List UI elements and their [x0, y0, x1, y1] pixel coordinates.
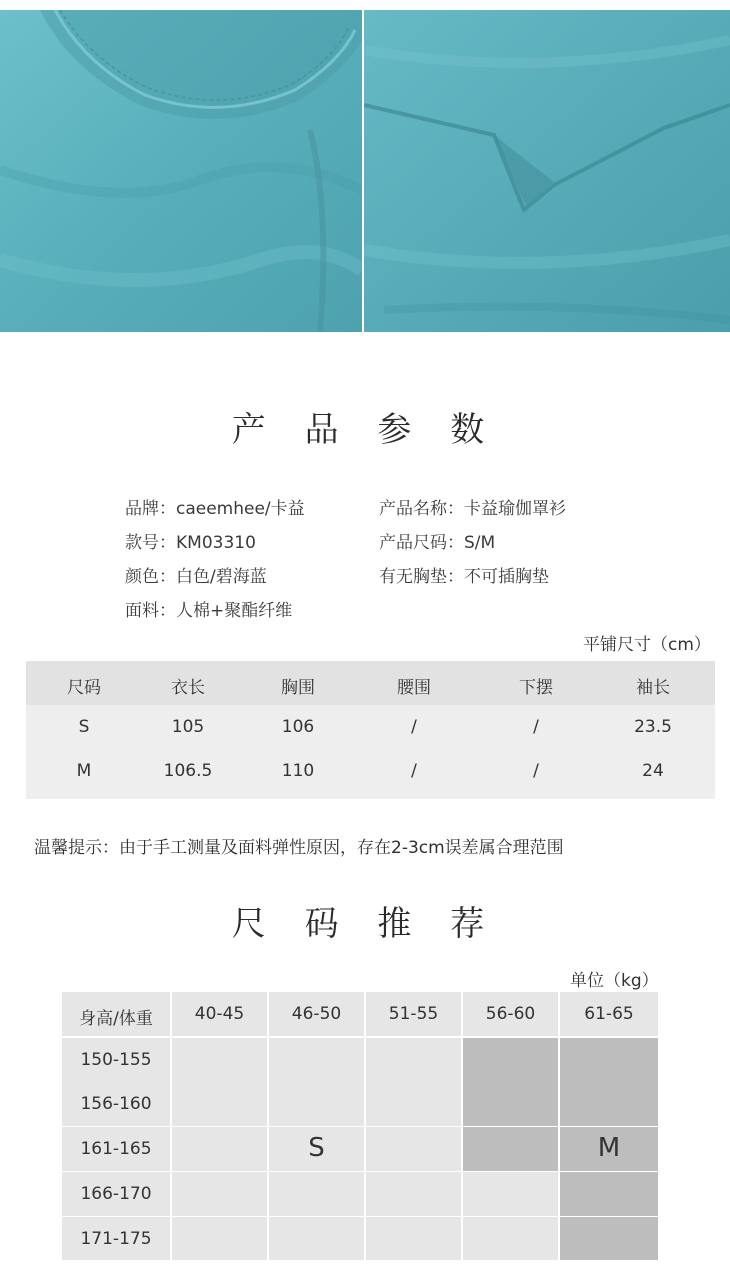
rec-cell — [269, 1082, 366, 1126]
rec-weight-cell — [366, 992, 463, 1036]
rec-height-cell — [62, 1038, 172, 1082]
table-cell: 106.5 — [163, 761, 213, 781]
rec-cell-m — [560, 1217, 658, 1260]
rec-cell — [269, 1038, 366, 1082]
table-cell: 24 — [642, 761, 664, 781]
rec-weight-cell — [269, 992, 366, 1036]
rec-cell — [172, 1082, 269, 1126]
header-cell: 袖长 — [636, 678, 670, 698]
rec-cell — [172, 1038, 269, 1082]
rec-height-label: 161-165 — [80, 1139, 152, 1159]
rec-corner-cell — [62, 992, 172, 1036]
rec-height-label: 150-155 — [80, 1050, 152, 1070]
rec-title: 尺 码 推 荐 — [231, 904, 499, 944]
rec-weight-cell — [172, 992, 269, 1036]
rec-cell — [172, 1217, 269, 1260]
rec-cell — [172, 1172, 269, 1216]
table-cell: 106 — [281, 717, 315, 737]
rec-row — [62, 1172, 658, 1216]
rec-unit: 单位（kg） — [570, 971, 659, 991]
rec-cell — [366, 1127, 463, 1171]
rec-corner-label: 身高/体重 — [79, 1009, 153, 1029]
rec-height-label: 166-170 — [80, 1184, 152, 1204]
rec-cell-m — [463, 1082, 560, 1126]
table-cell: / — [533, 761, 539, 781]
rec-weight-label: 61-65 — [584, 1004, 634, 1024]
rec-size-m-label: M — [597, 1133, 621, 1163]
rec-row — [62, 1217, 658, 1260]
table-cell: 23.5 — [634, 717, 672, 737]
header-cell: 腰围 — [397, 678, 431, 698]
measurement-tip: 温馨提示：由于手工测量及面料弹性原因，存在2-3cm误差属合理范围 — [34, 838, 564, 858]
rec-weight-label: 46-50 — [291, 1004, 342, 1024]
rec-cell-m — [463, 1038, 560, 1082]
product-photo-side-slit — [364, 10, 730, 332]
param-product-size: 产品尺码：S/M — [379, 533, 496, 553]
rec-weight-cell — [463, 992, 560, 1036]
table-cell: / — [411, 717, 417, 737]
rec-cell-m — [560, 1038, 658, 1082]
rec-height-cell — [62, 1082, 172, 1126]
rec-row — [62, 1127, 658, 1171]
params-title: 产 品 参 数 — [231, 410, 499, 450]
product-params — [0, 490, 730, 630]
table-cell: / — [411, 761, 417, 781]
rec-header-row — [62, 992, 658, 1036]
table-cell: S — [78, 717, 90, 737]
rec-cell — [269, 1172, 366, 1216]
rec-cell-m — [560, 1172, 658, 1216]
rec-cell — [463, 1172, 560, 1216]
rec-cell-m — [560, 1127, 658, 1171]
rec-weight-cell — [560, 992, 658, 1036]
size-table-header — [26, 661, 715, 705]
table-cell: / — [533, 717, 539, 737]
size-table — [26, 661, 715, 799]
header-cell: 胸围 — [281, 678, 315, 698]
rec-height-cell — [62, 1127, 172, 1171]
product-photo-neckline — [0, 10, 362, 332]
rec-cell — [269, 1217, 366, 1260]
table-cell: M — [76, 761, 92, 781]
param-pad: 有无胸垫：不可插胸垫 — [379, 567, 549, 587]
header-cell: 衣长 — [171, 678, 205, 698]
rec-height-label: 156-160 — [80, 1094, 152, 1114]
rec-weight-label: 56-60 — [485, 1004, 536, 1024]
header-cell: 下摆 — [519, 678, 553, 698]
rec-cell — [366, 1172, 463, 1216]
table-cell: 110 — [281, 761, 315, 781]
rec-height-label: 171-175 — [80, 1229, 152, 1249]
param-color: 颜色：白色/碧海蓝 — [125, 567, 267, 587]
rec-row — [62, 1082, 658, 1126]
rec-cell-m — [560, 1082, 658, 1126]
param-model: 款号：KM03310 — [125, 533, 256, 553]
header-cell: 尺码 — [67, 678, 101, 698]
rec-weight-label: 40-45 — [194, 1004, 245, 1024]
rec-cell — [463, 1217, 560, 1260]
rec-cell — [366, 1038, 463, 1082]
param-fabric: 面料：人棉+聚酯纤维 — [125, 601, 293, 621]
size-table-unit: 平铺尺寸（cm） — [583, 635, 711, 655]
rec-cell-m — [463, 1127, 560, 1171]
rec-height-cell — [62, 1172, 172, 1216]
rec-cell-s — [269, 1127, 366, 1171]
rec-size-s-label: S — [308, 1133, 325, 1163]
rec-height-cell — [62, 1217, 172, 1260]
rec-cell — [172, 1127, 269, 1171]
rec-weight-label: 51-55 — [388, 1004, 439, 1024]
param-product-name: 产品名称：卡益瑜伽罩衫 — [379, 499, 566, 519]
rec-cell — [366, 1082, 463, 1126]
size-recommendation-table — [62, 992, 658, 1260]
table-cell: 105 — [171, 717, 205, 737]
rec-row — [62, 1037, 658, 1082]
param-brand: 品牌：caeemhee/卡益 — [125, 499, 305, 519]
rec-cell — [366, 1217, 463, 1260]
